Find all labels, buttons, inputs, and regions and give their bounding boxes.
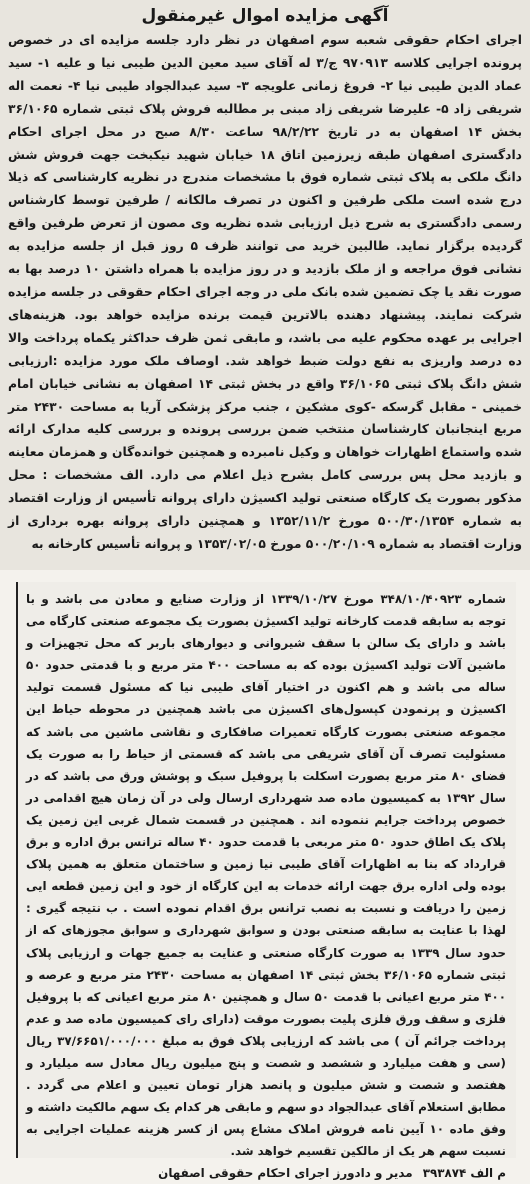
notice-clip-top [0, 0, 530, 570]
notice-clip-bottom [16, 582, 516, 1181]
clip-gap [0, 574, 530, 580]
notice-title: آگهی مزایده اموال غیرمنقول [141, 6, 389, 26]
notice-reference-id: م الف ۳۹۳۸۷۴ [422, 1166, 506, 1181]
notice-body-part2: شماره ۳۴۸/۱۰/۴۰۹۲۳ مورخ ۱۳۳۹/۱۰/۲۷ از وزارت صنایع و معادن می باشد و با توجه به سابقه قدمت کارخانه تولید اکسیژن بصورت یک مجموعه صنعتی کارگاه می باشد و دارای یک سالن با سقف شیروانی و دیوارهای باربر که محل تجهیزات و ماشین آلات تولید اکسیژن بوده که به مساحت ۴۰۰ متر مربع و با قدمتی حدود ۵۰ ساله می باشد و هم اکنون در اختیار آقای طیبی نیا که مسئول قسمت تولید اکسیژن و پرنمودن کپسول‌های اکسیژن می باشد همچنین در محوطه حیاط این مجموعه صنعتی بصورت کارگاه تعمیرات صافکاری و نقاشی ماشین می باشد که مسئولیت تصرف آن آقای شریفی می باشد که قسمتی از حیاط را به صورت یک فضای ۸۰ متر مربع بصورت اسکلت با پروفیل سبک و پوشش ورق می باشد که در سال ۱۳۹۲ به کمیسیون ماده صد شهرداری ارسال ولی در آن زمان هیچ اقدامی در خصوص پرداخت جرایم ننموده اند . همچنین در قسمت شمال غربی این زمین یک پلاک یک اطاق حدود ۵۰ متر مربعی با قدمت حدود ۴۰ ساله ترانس برق اداره و برق قرارداد که بنا به اظهارات آقای طیبی نیا زمین و ساختمان متعلق به همین پلاک بوده ولی اداره برق جهت ارائه خدمات به این کارگاه از خود و این زمین قطعه ایی زمین را دریافت و نسبت به نصب ترانس برق اقدام نموده است . ب نتیجه گیری : لهذا با عنایت به سابقه صنعتی بودن و سوابق شهرداری و سوابق مجوزهای که از حدود سال ۱۳۳۹ به صورت کارگاه صنعتی و عنایت به جمیع جهات و ارزیابی پلاک ثبتی شماره ۳۶/۱۰۶۵ بخش ثبتی ۱۴ اصفهان به مساحت ۲۴۳۰ متر مربع و عرصه و ۴۰۰ متر مربع اعیانی با قدمت ۵۰ سال و همچنین ۸۰ متر مربع اعیانی که با پروفیل فلزی و سقف ورق فلزی پلیت بصورت موقت (دارای رای کمیسیون ماده صد و عدم پرداخت جرائم آن ) می باشد که ارزیابی پلاک فوق به مبلغ ۳۷/۶۶۵۱/۰۰۰/۰۰۰ ریال (سی و هفت میلیارد و ششصد و شصت و پنج میلیون ریال معادل سه میلیارد و هفتصد و شصت و شش میلیون و پانصد هزار تومان تعیین و اعلام می گردد . مطابق استعلام آقای عبدالجواد دو سهم و مابقی هر کدام یک سهم مالکیت داشته و وفق ماده ۱۰ آیین نامه فروش املاک مشاع پس از کسر هزینه عملیات اجرایی به نسبت سهم هر یک از مالکین تقسیم خواهد شد. [26, 592, 507, 1159]
notice-body-part1: اجرای احکام حقوقی شعبه سوم اصفهان در نظر دارد جلسه مزایده ای در خصوص پرونده اجرایی کلاسه ۹۷۰۹۱۳ ج/۳ له آقای سید معین الدین طیبی نیا و علیه ۱- سید عماد الدین طیبی نیا ۲- فروغ زمانی علویجه ۳- سید عبدالجواد طیبی نیا ۴- نعمت اله شریفی زاد ۵- علیرضا شریفی زاد مبنی بر مطالبه فروش پلاک ثبتی شماره ۳۶/۱۰۶۵ بخش ۱۴ اصفهان به در تاریخ ۹۸/۲/۲۲ ساعت ۸/۳۰ صبح در محل اجرای احکام دادگستری اصفهان طبقه زیرزمین اتاق ۱۸ خیابان شهید نیکبخت جهت فروش شش دانگ ملکی به پلاک ثبتی شماره فوق با مشخصات مندرج در نظریه کارشناسی که ذیلا درج شده است ملکی طرفین و اکنون در تصرف مالکانه / طرفین توسط کارشناس رسمی دادگستری به شرح ذیل ارزیابی شده نظریه وی مصون از تعرض طرفین واقع گردیده برگزار نماید. طالبین خرید می توانند ظرف ۵ روز قبل از جلسه مزایده به نشانی فوق مراجعه و از ملک بازدید و در روز مزایده با همراه داشتن ۱۰ درصد بها به صورت نقد یا چک تضمین شده بانک ملی در وجه اجرای احکام حقوقی در جلسه مزایده شرکت نمایند. پیشنهاد دهنده بالاترین قیمت برنده مزایده خواهد بود. هزینه‌های اجرایی بر عهده محکوم علیه می باشد، و مابقی ثمن ظرف حداکثر یکماه پرداخت والا ده درصد واریزی به نفع دولت ضبط خواهد شد. اوصاف ملک مورد مزایده :ارزیابی شش دانگ پلاک ثبتی ۳۶/۱۰۶۵ واقع در بخش ثبتی ۱۴ اصفهان به نشانی خیابان امام خمینی - مقابل گرسکه -کوی مشکین ، جنب مرکز پزشکی آریا به مساحت ۲۴۳۰ متر مربع اینجانبان کارشناسان منتخب ضمن بررسی پرونده و بررسی کلیه مدارک ارائه شده واستماع اظهارات خواهان و وکیل نامبرده و همچنین خوانده‌گان و همزمان معاینه و بازدید محل پس بررسی کامل بشرح ذیل اعلام می دارد. الف مشخصات : محل مذکور بصورت یک کارگاه صنعتی تولید اکسیژن دارای پروانه تأسیس از وزارت اقتصاد به شماره ۵۰۰/۳۰/۱۳۵۴ مورخ ۱۳۵۲/۱۱/۲ و همچنین دارای پروانه بهره برداری از وزارت اقتصاد به شماره ۵۰۰/۲۰/۱۰۹ مورخ ۱۳۵۳/۰۲/۰۵ و پروانه تأسیس کارخانه به [8, 33, 523, 551]
notice-signature: مدیر و دادورز اجرای احکام حقوقی اصفهان [158, 1166, 413, 1181]
notice-footer [26, 1162, 506, 1184]
